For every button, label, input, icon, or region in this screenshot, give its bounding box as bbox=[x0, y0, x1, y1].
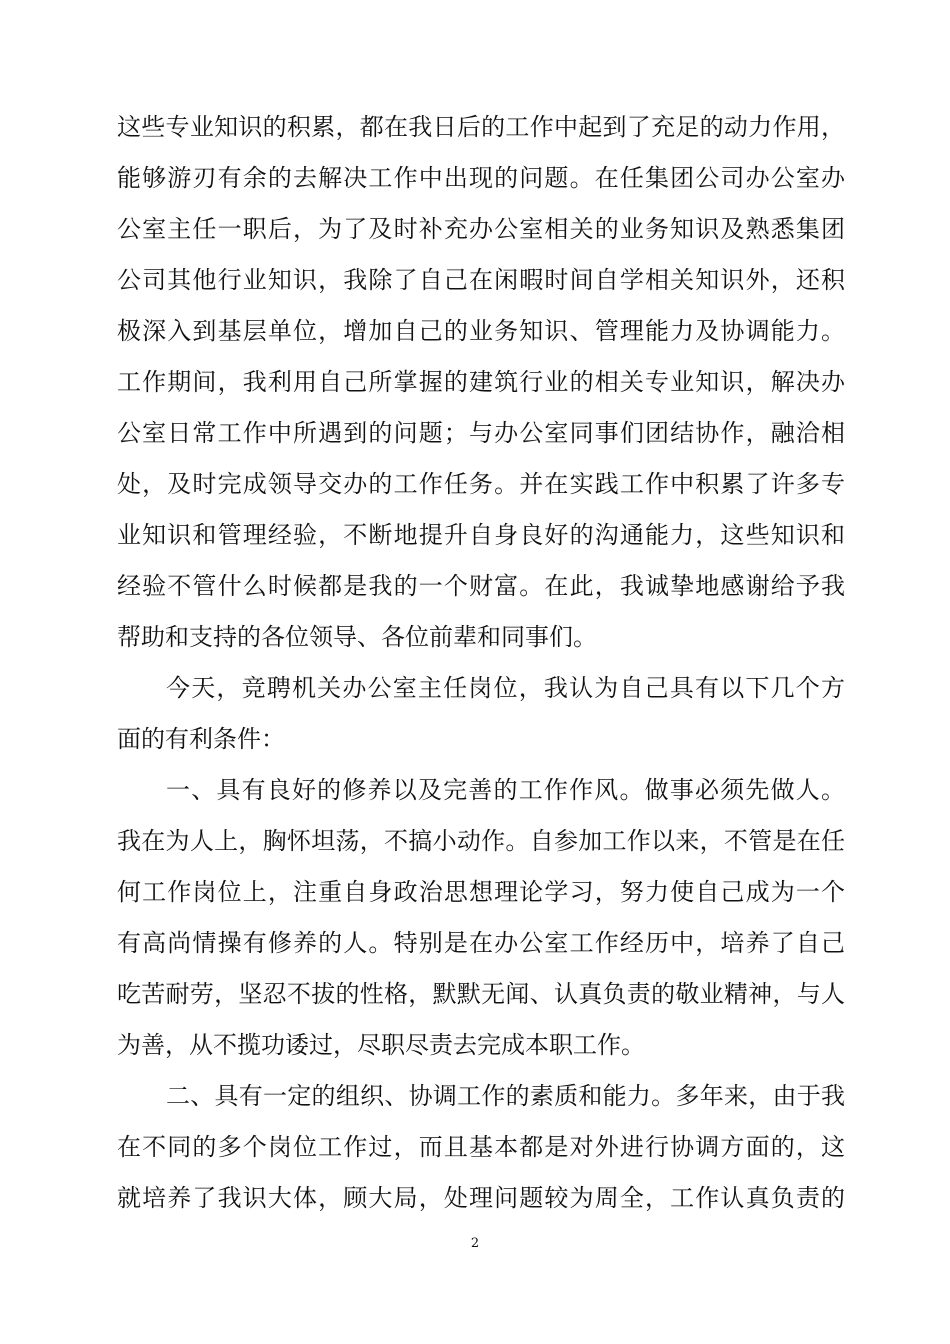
text-line: 吃苦耐劳，坚忍不拔的性格，默默无闻、认真负责的敬业精神，与人 bbox=[117, 980, 845, 1008]
text-line: 面的有利条件： bbox=[117, 725, 285, 753]
text-line: 处，及时完成领导交办的工作任务。并在实践工作中积累了许多专 bbox=[117, 470, 845, 498]
text-line: 公司其他行业知识，我除了自己在闲暇时间自学相关知识外，还积 bbox=[117, 266, 845, 294]
text-line: 何工作岗位上，注重自身政治思想理论学习，努力使自己成为一个 bbox=[117, 878, 845, 906]
text-line: 在不同的多个岗位工作过，而且基本都是对外进行协调方面的，这 bbox=[117, 1133, 845, 1161]
text-line: 今天，竞聘机关办公室主任岗位，我认为自己具有以下几个方 bbox=[166, 674, 845, 702]
page-number: 2 bbox=[470, 1236, 480, 1251]
text-line: 有高尚情操有修养的人。特别是在办公室工作经历中，培养了自己 bbox=[117, 929, 845, 957]
text-line: 工作期间，我利用自己所掌握的建筑行业的相关专业知识，解决办 bbox=[117, 368, 845, 396]
document-body bbox=[117, 102, 845, 1224]
text-line: 业知识和管理经验，不断地提升自身良好的沟通能力，这些知识和 bbox=[117, 521, 845, 549]
text-line: 公室日常工作中所遇到的问题；与办公室同事们团结协作，融洽相 bbox=[117, 419, 845, 447]
text-line: 我在为人上，胸怀坦荡，不搞小动作。自参加工作以来，不管是在任 bbox=[117, 827, 845, 855]
text-line: 经验不管什么时候都是我的一个财富。在此，我诚挚地感谢给予我 bbox=[117, 572, 845, 600]
text-line: 这些专业知识的积累，都在我日后的工作中起到了充足的动力作用， bbox=[117, 113, 845, 141]
text-line: 能够游刃有余的去解决工作中出现的问题。在任集团公司办公室办 bbox=[117, 164, 845, 192]
text-line: 帮助和支持的各位领导、各位前辈和同事们。 bbox=[117, 623, 597, 651]
text-line: 极深入到基层单位，增加自己的业务知识、管理能力及协调能力。 bbox=[117, 317, 845, 345]
text-line: 二、具有一定的组织、协调工作的素质和能力。多年来，由于我 bbox=[166, 1082, 845, 1110]
text-line: 就培养了我识大体，顾大局，处理问题较为周全，工作认真负责的 bbox=[117, 1184, 845, 1212]
text-line: 一、具有良好的修养以及完善的工作作风。做事必须先做人。 bbox=[166, 776, 845, 804]
text-line: 公室主任一职后，为了及时补充办公室相关的业务知识及熟悉集团 bbox=[117, 215, 845, 243]
text-line: 为善，从不揽功诿过，尽职尽责去完成本职工作。 bbox=[117, 1031, 645, 1059]
